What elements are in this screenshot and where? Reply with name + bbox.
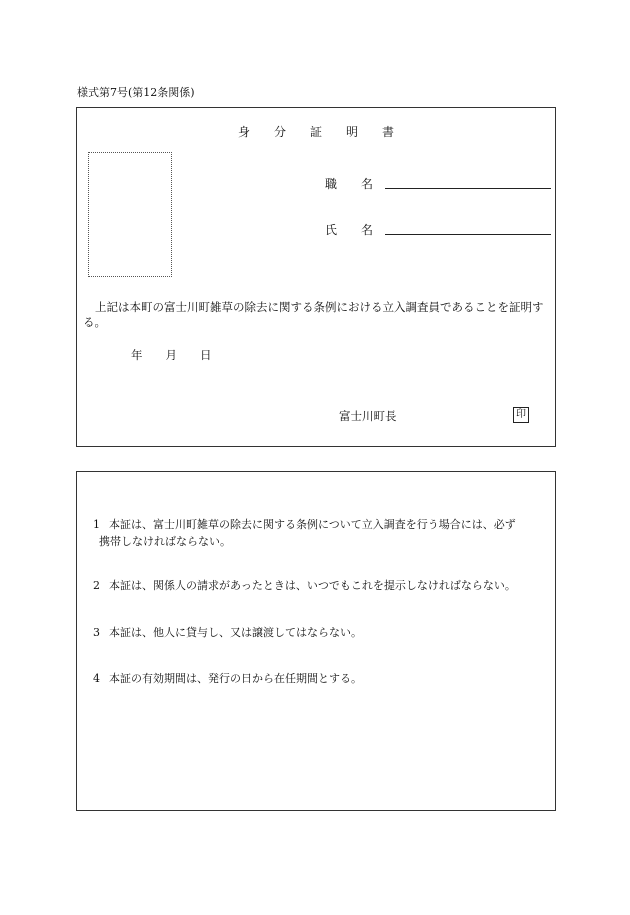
card-title: 身 分 証 明 書: [237, 125, 394, 139]
note-number: 2: [93, 579, 100, 592]
note-text: 本証は、他人に貸与し、又は譲渡してはならない。: [109, 626, 362, 639]
note-number: 4: [93, 672, 100, 685]
note-text: 本証は、関係人の請求があったときは、いつでもこれを提示しなければならない。: [109, 579, 516, 592]
id-card-front: [76, 107, 556, 447]
id-card-back: [76, 471, 556, 811]
note-text-continued: 携帯しなければならない。: [99, 535, 231, 548]
certification-text: 上記は本町の富士川町雑草の除去に関する条例における立入調査員であることを証明する。: [83, 300, 544, 329]
note-item: [93, 625, 555, 643]
note-text: 本証の有効期間は、発行の日から在任期間とする。: [109, 672, 362, 685]
note-item: [93, 671, 555, 689]
issuer-title: 富士川町長: [339, 409, 397, 423]
issue-date: 年 月 日: [131, 348, 212, 362]
job-title-label: 職 名: [325, 177, 374, 191]
note-text: 本証は、富士川町雑草の除去に関する条例について立入調査を行う場合には、必ず: [109, 518, 516, 531]
seal-stamp: 印: [513, 407, 529, 423]
photo-placeholder: [88, 152, 172, 277]
form-number-label: 様式第7号(第12条関係): [77, 86, 195, 99]
name-label: 氏 名: [325, 223, 374, 237]
note-item: [93, 517, 555, 551]
name-line: [385, 234, 551, 235]
note-number: 3: [93, 626, 100, 639]
job-title-line: [385, 188, 551, 189]
note-number: 1: [93, 518, 100, 531]
note-item: [93, 578, 555, 596]
